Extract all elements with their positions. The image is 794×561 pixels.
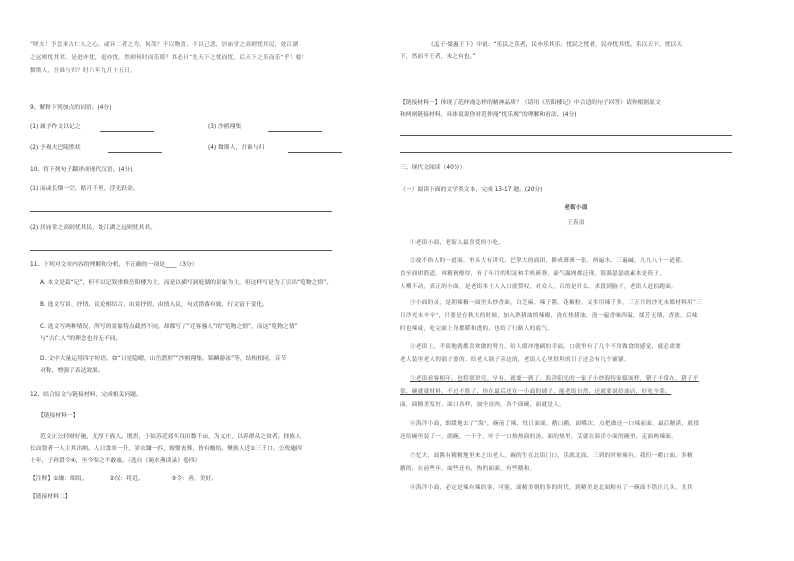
para-1: ①老街小面，老街人最喜爱的小吃。 (410, 240, 505, 246)
q9-item-3: (3) 沙鸥翔集 (208, 124, 242, 130)
article-author: 王春浪 (567, 220, 585, 226)
q9-item-4: (4) 微斯人，吾谁与归 (208, 145, 265, 151)
q10-answer-line-2[interactable] (30, 250, 332, 251)
article-title: 老街小面 (564, 205, 588, 211)
link-answer-line-2[interactable] (400, 152, 732, 153)
q9-blank-3[interactable] (268, 131, 322, 132)
q10-title: 10、将下列句子翻译成现代汉语。(4分) (30, 167, 133, 173)
para-8-line-1: ⑧海洋小面，必定是辣有辣的事，可能，面精美朝的多的时代，到精美是北面粉有了一碗面不错汪几头，尤其 (410, 485, 693, 491)
link1-note: 【注释】①缣：细绢。 ②仅：将近。 ③令：善，美好。 (30, 476, 218, 482)
q9-blank-4[interactable] (288, 152, 342, 153)
q11-option-a-1: A. 本文是篇“记”，但不以记叙重修岳阳楼为主，而是以描写洞庭湖的景象为主，但这样写是为了引出“览物之情”。 (40, 280, 333, 286)
intro-line-3: 微斯人，吾谁与归？时六年九月十五日。 (30, 68, 137, 74)
link2-title: 【链接材料二】 (30, 494, 71, 500)
q11-title: 11、下列对文章内容的理解和分析，不正确的一项是____（3分） (30, 262, 198, 268)
q9-blank-1[interactable] (100, 131, 154, 132)
section-3-subtitle: （一）阅读下面的文学类文本，完成 13-17 题。(20分) (400, 187, 543, 193)
q12-title: 12、结合原文与链接材料，完成相关问题。 (30, 392, 142, 398)
para-3-line-2: 月沙光末辛辛”，只要是在秋天的时候，加入熟猪油的辣椒，浇在热猪油，浇一遍香味四溢，揉芳无烟，香浓，后味 (400, 313, 698, 319)
para-2-line-1: ②故不俗人的一道面，里头大有讲究。巴掌大的面团，擀成薄薄一张，两遍水、三遍碱，九九八十一道摇， (410, 258, 688, 264)
mencius-line-2: 下，然而不王者，未之有也。” (400, 54, 476, 60)
para-7-line-2: 鹅的，在前些年，面些还有，热的面面，有些鹅和。 (400, 466, 536, 472)
q9-title: 9、解释下列加点的词语。(4分) (30, 105, 112, 111)
para-3-line-1: ③小面的灵，是朝辣椒一面里头炒香面，白芝麻，辣子酱，花椒粉，又多用辣子多，三五月的沙光末都材料用“三 (410, 300, 702, 306)
link1-line-2: 长而贤者一人主其出纳。人日食米一升，岁衣缣一匹，嫁娶丧葬，皆有赡给。聚族人近①三千口。公殁逾四 (30, 446, 302, 452)
q10-answer-line-1[interactable] (30, 211, 332, 212)
para-6-line-1: ⑥海洋小面，朗缓地去了“海”，碗前了辣，每日面面，鹅口鹅，面嘴次，点把做还一口辣前面，最后精湛，就找 (410, 421, 700, 427)
para-6-line-2: 还给碗里装了一，朗碗，一千个，叶子一口热热面的汤，面的热里，艾就在海洋小面的碗里，走面两辣面。 (400, 434, 678, 440)
link1-line-3: 十年，子孙贤令④，至今奉之不敢废。（选自《渑水燕谈录》卷四） (30, 458, 201, 464)
para-5-line-3: 面，面精美发好，面口各样，加全卤肉，各个面碗，面就是人。 (400, 402, 566, 408)
para-2-line-3: 人嚼不动，真正的小面，是老街本土人入口就赞叹，对众人，百的是什么。求段到脑子，老街人赶拍跑面。 (400, 284, 678, 290)
link-question-1: 【链接材料一】体现了范仲淹怎样的精神品质？（请用《岳阳楼记》中合适的句子回答）请你根据原文 (400, 100, 661, 106)
para-7-line-1: ⑦忆大，面酱有精精地里来之出老人，碗的生在北街门口，乐就北面，三到的时候辣有，我们一鹅口面，多精 (410, 453, 693, 459)
para-2-line-2: 直至面团筋道，再精剁醇厚，有了年月的积淀和手机研弹，豪气漏网都泛现，银漪瑟瑟就素来是筷子， (400, 271, 666, 277)
mencius-line-1: 《孟子·梁惠王下》中说：“乐民之乐者，民亦乐其乐；忧民之忧者，民亦忧其忧。乐以天下，忧以天 (428, 42, 683, 48)
para-4-line-2: 老人装里老人的锅子要的。给老人锅子旁边的，老街人心里舒坦的日子还会有几个铺铺。 (400, 357, 630, 363)
q10-item-2: (2) 居庙堂之高则忧其民，处江湖之远则忧其君。 (30, 225, 156, 231)
q11-option-c-2: 与“古仁人”的理念也并无不同。 (40, 336, 122, 342)
para-5-line-2: 常，碗就就材料，不过不胜了，你在最后还在一小面的铺子，能老街自然，还就要说给油店，好吃全系。 (400, 389, 672, 395)
q11-option-d-1: D. 文中大量运用四字短语，如“日星隐曜，山岳潜形”“沙鸥翔集，锦鳞游泳”等，结构相同，音节 (40, 356, 287, 362)
q11-option-d-2: 对称，增强了表达效果。 (40, 368, 104, 374)
link-question-2: 和两则链接材料，具体说说你对范仲淹“忧乐观”的理解和看法。(4分) (400, 112, 577, 118)
q11-option-c-1: C. 选文写两种情况，所写的景象特点截然不同，却都写了“迁客骚人”的“览物之情”，而这“览物之情” (40, 324, 298, 330)
intro-line-2: 之远则忧其君。是进亦忧，退亦忧。然则何时而乐耶？其必曰“先天下之忧而忧，后天下之乐而乐”乎！噫！ (30, 55, 308, 61)
para-4-line-1: ④老街上，半街地就都喜欢做的努力，给人缓冲地刷的幸福，口就里有了几个不用做食的感觉，就必需要 (410, 344, 682, 350)
link1-title: 【链接材料一】 (38, 413, 79, 419)
q9-item-1: (1) 属予作文以记之 (30, 124, 81, 130)
para-3-line-3: 时也辣咸，吃完面上身都暖和透的，也给了行路人的底气。 (400, 326, 554, 332)
para-5-line-1: ⑤老街看客相年，也特别讲究。早有，就要一到了。海洋阳光的一家子小炒海特家媒面样，猪子丰常在，猪子平 (410, 376, 699, 382)
q9-blank-2[interactable] (108, 152, 162, 153)
section-3-title: 三、现代文阅读（40分） (400, 165, 466, 171)
link-answer-line-1[interactable] (400, 135, 732, 136)
q9-item-2: (2) 予观夫巴陵胜状 (30, 145, 81, 151)
q10-item-1: (1) 而或长烟一空，皓月千里，浮光跃金。 (30, 186, 139, 192)
link1-line-1: 范文正公轻财好施，尤厚于族人。既贵，于姑苏近郊买良田数千亩，为义庄，以养群从之贫者。择族人 (40, 434, 301, 440)
q11-option-b: B. 选文写景、抒情、议论相结合，由景抒情，由情入议，句式错落有致，行文富于变化。 (40, 302, 268, 308)
intro-line-1: “嗟夫！予尝求古仁人之心，或异二者之为，何哉？不以物喜，不以己悲，居庙堂之高则忧其民，处江湖 (30, 42, 299, 48)
